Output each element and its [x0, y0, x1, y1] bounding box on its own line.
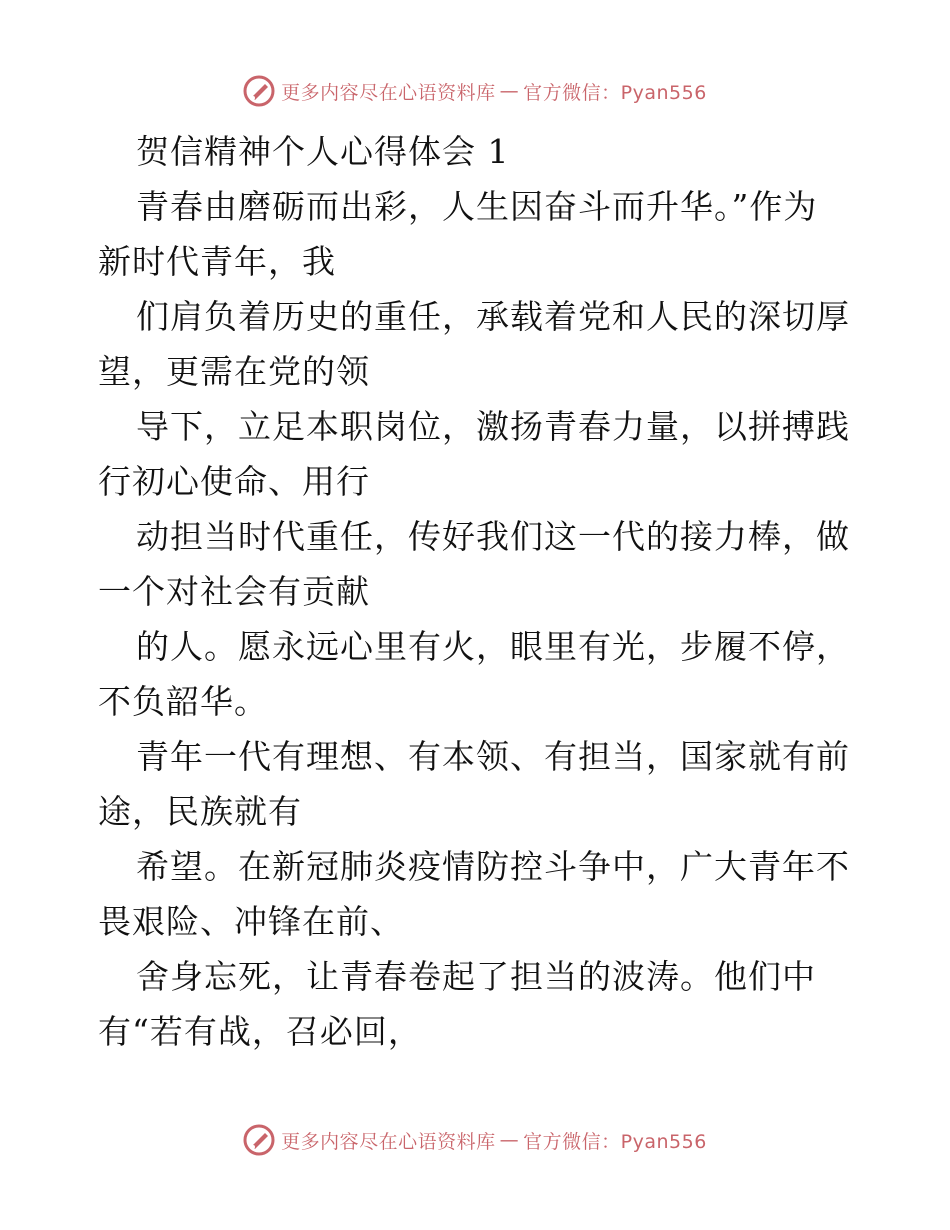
watermark-text: 更多内容尽在心语资料库	[281, 1130, 496, 1153]
text-line: 希望。在新冠肺炎疫情防控斗争中，广大青年不	[136, 847, 850, 886]
text-line: 行初心使命、用行	[98, 462, 370, 501]
text-line: 一个对社会有贡献	[98, 572, 370, 611]
text-line: 新时代青年，我	[98, 242, 336, 281]
logo-icon	[243, 1124, 275, 1156]
watermark-wechat: 官方微信：Pyan556	[523, 81, 707, 104]
text-line: 有“若有战，召必回，	[98, 1012, 422, 1051]
watermark-separator: —	[499, 1129, 520, 1151]
watermark-separator: —	[499, 80, 520, 102]
text-line: 们肩负着历史的重任，承载着党和人民的深切厚	[136, 297, 850, 336]
text-line: 的人。愿永远心里有火，眼里有光，步履不停，	[136, 627, 850, 666]
text-line: 舍身忘死，让青春卷起了担当的波涛。他们中	[136, 957, 816, 996]
text-line: 畏艰险、冲锋在前、	[98, 902, 404, 941]
text-line: 望，更需在党的领	[98, 352, 370, 391]
footer-watermark	[0, 1120, 950, 1160]
text-line: 不负韶华。	[98, 682, 268, 721]
text-line: 导下，立足本职岗位，激扬青春力量，以拼搏践	[136, 407, 850, 446]
text-line: 青春由磨砺而出彩，人生因奋斗而升华。”作为	[136, 187, 818, 226]
text-line: 动担当时代重任，传好我们这一代的接力棒，做	[136, 517, 850, 556]
header-watermark	[0, 71, 950, 111]
document-body	[98, 124, 858, 1059]
logo-icon	[243, 75, 275, 107]
watermark-text: 更多内容尽在心语资料库	[281, 81, 496, 104]
watermark-wechat: 官方微信：Pyan556	[523, 1130, 707, 1153]
document-title: 贺信精神个人心得体会 1	[136, 132, 510, 171]
text-line: 青年一代有理想、有本领、有担当，国家就有前	[136, 737, 850, 776]
text-line: 途，民族就有	[98, 792, 302, 831]
